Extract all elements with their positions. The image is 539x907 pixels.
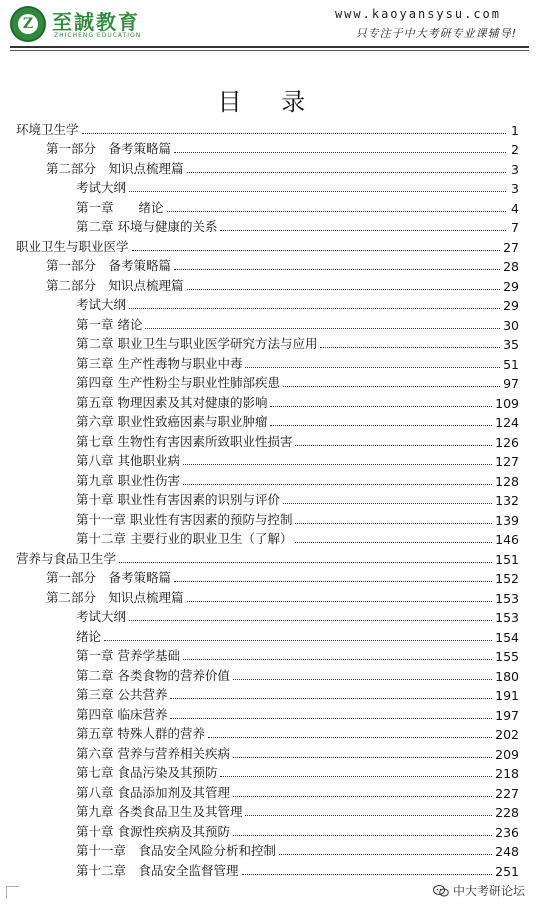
toc-entry[interactable]	[16, 177, 519, 197]
toc-entry[interactable]	[16, 411, 519, 431]
header-divider-thin	[10, 50, 529, 51]
toc-entry-page: 146	[495, 532, 519, 547]
toc-leader-dots	[187, 289, 501, 290]
toc-entry[interactable]	[16, 859, 519, 879]
toc-entry-page: 51	[503, 356, 519, 372]
toc-entry-label: 第一部分 备考策略篇	[46, 258, 172, 273]
toc-entry[interactable]	[16, 547, 519, 567]
toc-entry-label: 绪论	[76, 628, 102, 644]
toc-entry-page: 236	[495, 824, 519, 840]
toc-entry-page: 155	[495, 649, 519, 664]
toc-entry-page: 251	[495, 863, 519, 879]
watermark	[433, 882, 525, 899]
toc-entry[interactable]	[16, 567, 519, 587]
toc-leader-dots	[242, 874, 493, 875]
toc-entry-page: 97	[503, 376, 519, 391]
toc-entry-label: 第一章 绪论	[76, 199, 164, 215]
toc-entry-label: 第十一章 食品安全风险分析和控制	[76, 843, 277, 858]
toc-entry[interactable]	[16, 742, 519, 762]
toc-entry-label: 考试大纲	[76, 180, 127, 195]
toc-entry-label: 第十二章 食品安全监督管理	[76, 862, 239, 878]
toc-entry-page: 153	[495, 610, 519, 625]
toc-entry-page: 209	[495, 746, 519, 762]
toc-entry[interactable]	[16, 723, 519, 743]
header-slogan: 只专注于中大考研专业课辅导!	[355, 27, 517, 40]
toc-entry[interactable]	[16, 781, 519, 801]
toc-entry-label: 营养与食品卫生学	[16, 550, 117, 566]
toc-entry-page: 28	[503, 259, 519, 274]
toc-leader-dots	[320, 347, 500, 348]
toc-entry-page: 248	[495, 844, 519, 859]
logo-text: 至誠教育	[52, 10, 140, 34]
toc-entry-label: 第十一章 职业性有害因素的预防与控制	[76, 511, 293, 527]
toc-entry-page: 124	[495, 415, 519, 430]
toc-entry-page: 3	[511, 161, 519, 177]
toc-leader-dots	[129, 620, 492, 621]
toc-entry-page: 152	[495, 571, 519, 586]
toc-entry[interactable]	[16, 840, 519, 860]
toc-entry[interactable]	[16, 138, 519, 158]
toc-entry[interactable]	[16, 762, 519, 782]
toc-entry-label: 第二章 职业卫生与职业医学研究方法与应用	[76, 336, 318, 351]
toc-entry-label: 第五章 物理因素及其对健康的影响	[76, 394, 268, 410]
toc-entry-label: 第九章 各类食品卫生及其管理	[76, 804, 243, 819]
toc-entry[interactable]	[16, 528, 519, 548]
toc-leader-dots	[233, 757, 492, 758]
toc-entry[interactable]	[16, 430, 519, 450]
toc-leader-dots	[270, 406, 492, 407]
toc-entry-label: 第二章 环境与健康的关系	[76, 219, 218, 234]
watermark-text: 中大考研论坛	[452, 884, 525, 898]
toc-leader-dots	[129, 308, 500, 309]
logo-badge-icon: Z	[10, 6, 46, 42]
toc-entry-page: 218	[495, 766, 519, 781]
toc-entry-label: 第四章 临床营养	[76, 706, 168, 722]
toc-entry-label: 第十章 食源性疾病及其预防	[76, 823, 230, 839]
toc-leader-dots	[245, 367, 500, 368]
toc-entry[interactable]	[16, 391, 519, 411]
toc-entry-label: 第九章 职业性伤害	[76, 472, 180, 488]
logo	[10, 6, 150, 44]
toc-leader-dots	[82, 133, 506, 134]
toc-entry-page: 3	[511, 181, 519, 196]
toc-leader-dots	[220, 230, 506, 231]
toc-leader-dots	[187, 601, 493, 602]
toc-leader-dots	[295, 445, 492, 446]
toc-entry[interactable]	[16, 703, 519, 723]
toc-leader-dots	[170, 718, 492, 719]
toc-entry-label: 第一章 绪论	[76, 316, 143, 332]
toc-leader-dots	[132, 250, 501, 251]
toc-entry-label: 第一部分 备考策略篇	[46, 570, 172, 585]
toc-entry-label: 第三章 生产性毒物与职业中毒	[76, 355, 243, 371]
toc-entry-page: 1	[511, 122, 519, 138]
toc-leader-dots	[183, 659, 492, 660]
toc-entry-label: 第四章 生产性粉尘与职业性肺部疾患	[76, 375, 280, 390]
toc-entry-page: 4	[511, 200, 519, 216]
toc-entry-page: 2	[511, 142, 519, 157]
chat-bubble-icon	[433, 884, 449, 898]
toc-entry-page: 132	[495, 493, 519, 508]
toc-entry[interactable]	[16, 820, 519, 840]
toc-entry-page: 127	[495, 454, 519, 469]
toc-leader-dots	[145, 328, 500, 329]
toc-leader-dots	[279, 854, 492, 855]
toc-entry-label: 考试大纲	[76, 297, 127, 312]
toc-entry-page: 227	[495, 785, 519, 801]
toc-entry[interactable]	[16, 196, 519, 216]
toc-leader-dots	[104, 640, 492, 641]
toc-entry[interactable]	[16, 801, 519, 821]
toc-entry-page: 228	[495, 805, 519, 820]
toc-entry-page: 7	[511, 220, 519, 235]
toc-entry[interactable]	[16, 645, 519, 665]
toc-leader-dots	[187, 172, 506, 173]
toc-entry-label: 第三章 公共营养	[76, 687, 168, 702]
toc-entry-page: 128	[495, 473, 519, 489]
toc-entry[interactable]	[16, 235, 519, 255]
toc-entry-page: 197	[495, 707, 519, 723]
header-divider	[10, 46, 529, 48]
toc-entry[interactable]	[16, 684, 519, 704]
toc-entry-page: 109	[495, 395, 519, 411]
page-corner-mark	[6, 886, 19, 899]
toc-entry-page: 139	[495, 512, 519, 528]
toc-entry-page: 29	[503, 298, 519, 313]
toc-entry[interactable]	[16, 508, 519, 528]
toc-entry[interactable]	[16, 606, 519, 626]
toc-entry-page: 27	[503, 239, 519, 255]
toc-entry[interactable]	[16, 157, 519, 177]
toc-leader-dots	[233, 835, 492, 836]
toc-entry-page: 180	[495, 668, 519, 684]
toc-entry-label: 第二部分 知识点梳理篇	[46, 589, 184, 605]
toc-entry-label: 环境卫生学	[16, 121, 79, 137]
toc-entry[interactable]	[16, 216, 519, 236]
page-title: 目 录	[217, 88, 322, 116]
toc-entry-label: 第八章 食品添加剂及其管理	[76, 784, 230, 800]
toc-entry[interactable]	[16, 352, 519, 372]
toc-leader-dots	[170, 698, 492, 699]
toc-entry-label: 第一部分 备考策略篇	[46, 141, 172, 156]
toc-leader-dots	[208, 737, 492, 738]
toc-entry-label: 第五章 特殊人群的营养	[76, 726, 205, 741]
toc-entry[interactable]	[16, 489, 519, 509]
toc-entry[interactable]	[16, 372, 519, 392]
toc-entry-label: 第八章 其他职业病	[76, 453, 180, 468]
toc-leader-dots	[119, 562, 492, 563]
toc-entry-label: 第七章 生物性有害因素所致职业性损害	[76, 433, 293, 449]
toc-entry-label: 考试大纲	[76, 609, 127, 624]
toc-entry-label: 第二部分 知识点梳理篇	[46, 277, 184, 293]
toc-entry-label: 第一章 营养学基础	[76, 648, 180, 663]
toc-entry-label: 第十二章 主要行业的职业卫生（了解）	[76, 531, 293, 546]
toc-leader-dots	[295, 523, 492, 524]
toc-leader-dots	[245, 815, 492, 816]
toc-entry[interactable]	[16, 664, 519, 684]
toc-entry[interactable]	[16, 274, 519, 294]
toc-entry[interactable]	[16, 333, 519, 353]
toc-entry-label: 第六章 营养与营养相关疾病	[76, 745, 230, 761]
page-header	[0, 0, 539, 50]
toc-entry-label: 职业卫生与职业医学	[16, 238, 129, 254]
toc-leader-dots	[174, 152, 506, 153]
toc-leader-dots	[174, 269, 500, 270]
toc-leader-dots	[167, 211, 506, 212]
toc-leader-dots	[295, 542, 492, 543]
toc-leader-dots	[174, 581, 492, 582]
toc-entry[interactable]	[16, 118, 519, 138]
toc-entry[interactable]	[16, 450, 519, 470]
toc-leader-dots	[129, 191, 506, 192]
toc-entry[interactable]	[16, 586, 519, 606]
toc-entry-label: 第六章 职业性致癌因素与职业肿瘤	[76, 414, 268, 429]
toc-entry-page: 154	[495, 629, 519, 645]
toc-entry-page: 151	[495, 551, 519, 567]
toc-entry-page: 35	[503, 337, 519, 352]
toc-entry[interactable]	[16, 294, 519, 314]
toc-entry-label: 第二部分 知识点梳理篇	[46, 160, 184, 176]
toc-entry-page: 29	[503, 278, 519, 294]
toc-entry-page: 153	[495, 590, 519, 606]
toc-leader-dots	[183, 484, 492, 485]
toc-leader-dots	[283, 386, 500, 387]
toc-entry[interactable]	[16, 313, 519, 333]
toc-entry[interactable]	[16, 625, 519, 645]
toc-leader-dots	[233, 796, 492, 797]
logo-subtext: ZHICHENG EDUCATION	[54, 32, 142, 39]
toc-leader-dots	[283, 503, 492, 504]
toc-entry-page: 202	[495, 727, 519, 742]
toc-entry[interactable]	[16, 469, 519, 489]
toc-entry-label: 第二章 各类食物的营养价值	[76, 667, 230, 683]
toc-entry-page: 191	[495, 688, 519, 703]
toc-leader-dots	[183, 464, 492, 465]
toc-leader-dots	[233, 679, 492, 680]
site-url: www.kaoyansysu.com	[334, 7, 501, 21]
toc-entry-label: 第十章 职业性有害因素的识别与评价	[76, 492, 280, 507]
toc-leader-dots	[270, 425, 492, 426]
table-of-contents	[16, 118, 519, 879]
toc-entry-label: 第七章 食品污染及其预防	[76, 765, 218, 780]
toc-entry[interactable]	[16, 255, 519, 275]
toc-entry-page: 126	[495, 434, 519, 450]
toc-leader-dots	[220, 776, 492, 777]
toc-entry-page: 30	[503, 317, 519, 333]
